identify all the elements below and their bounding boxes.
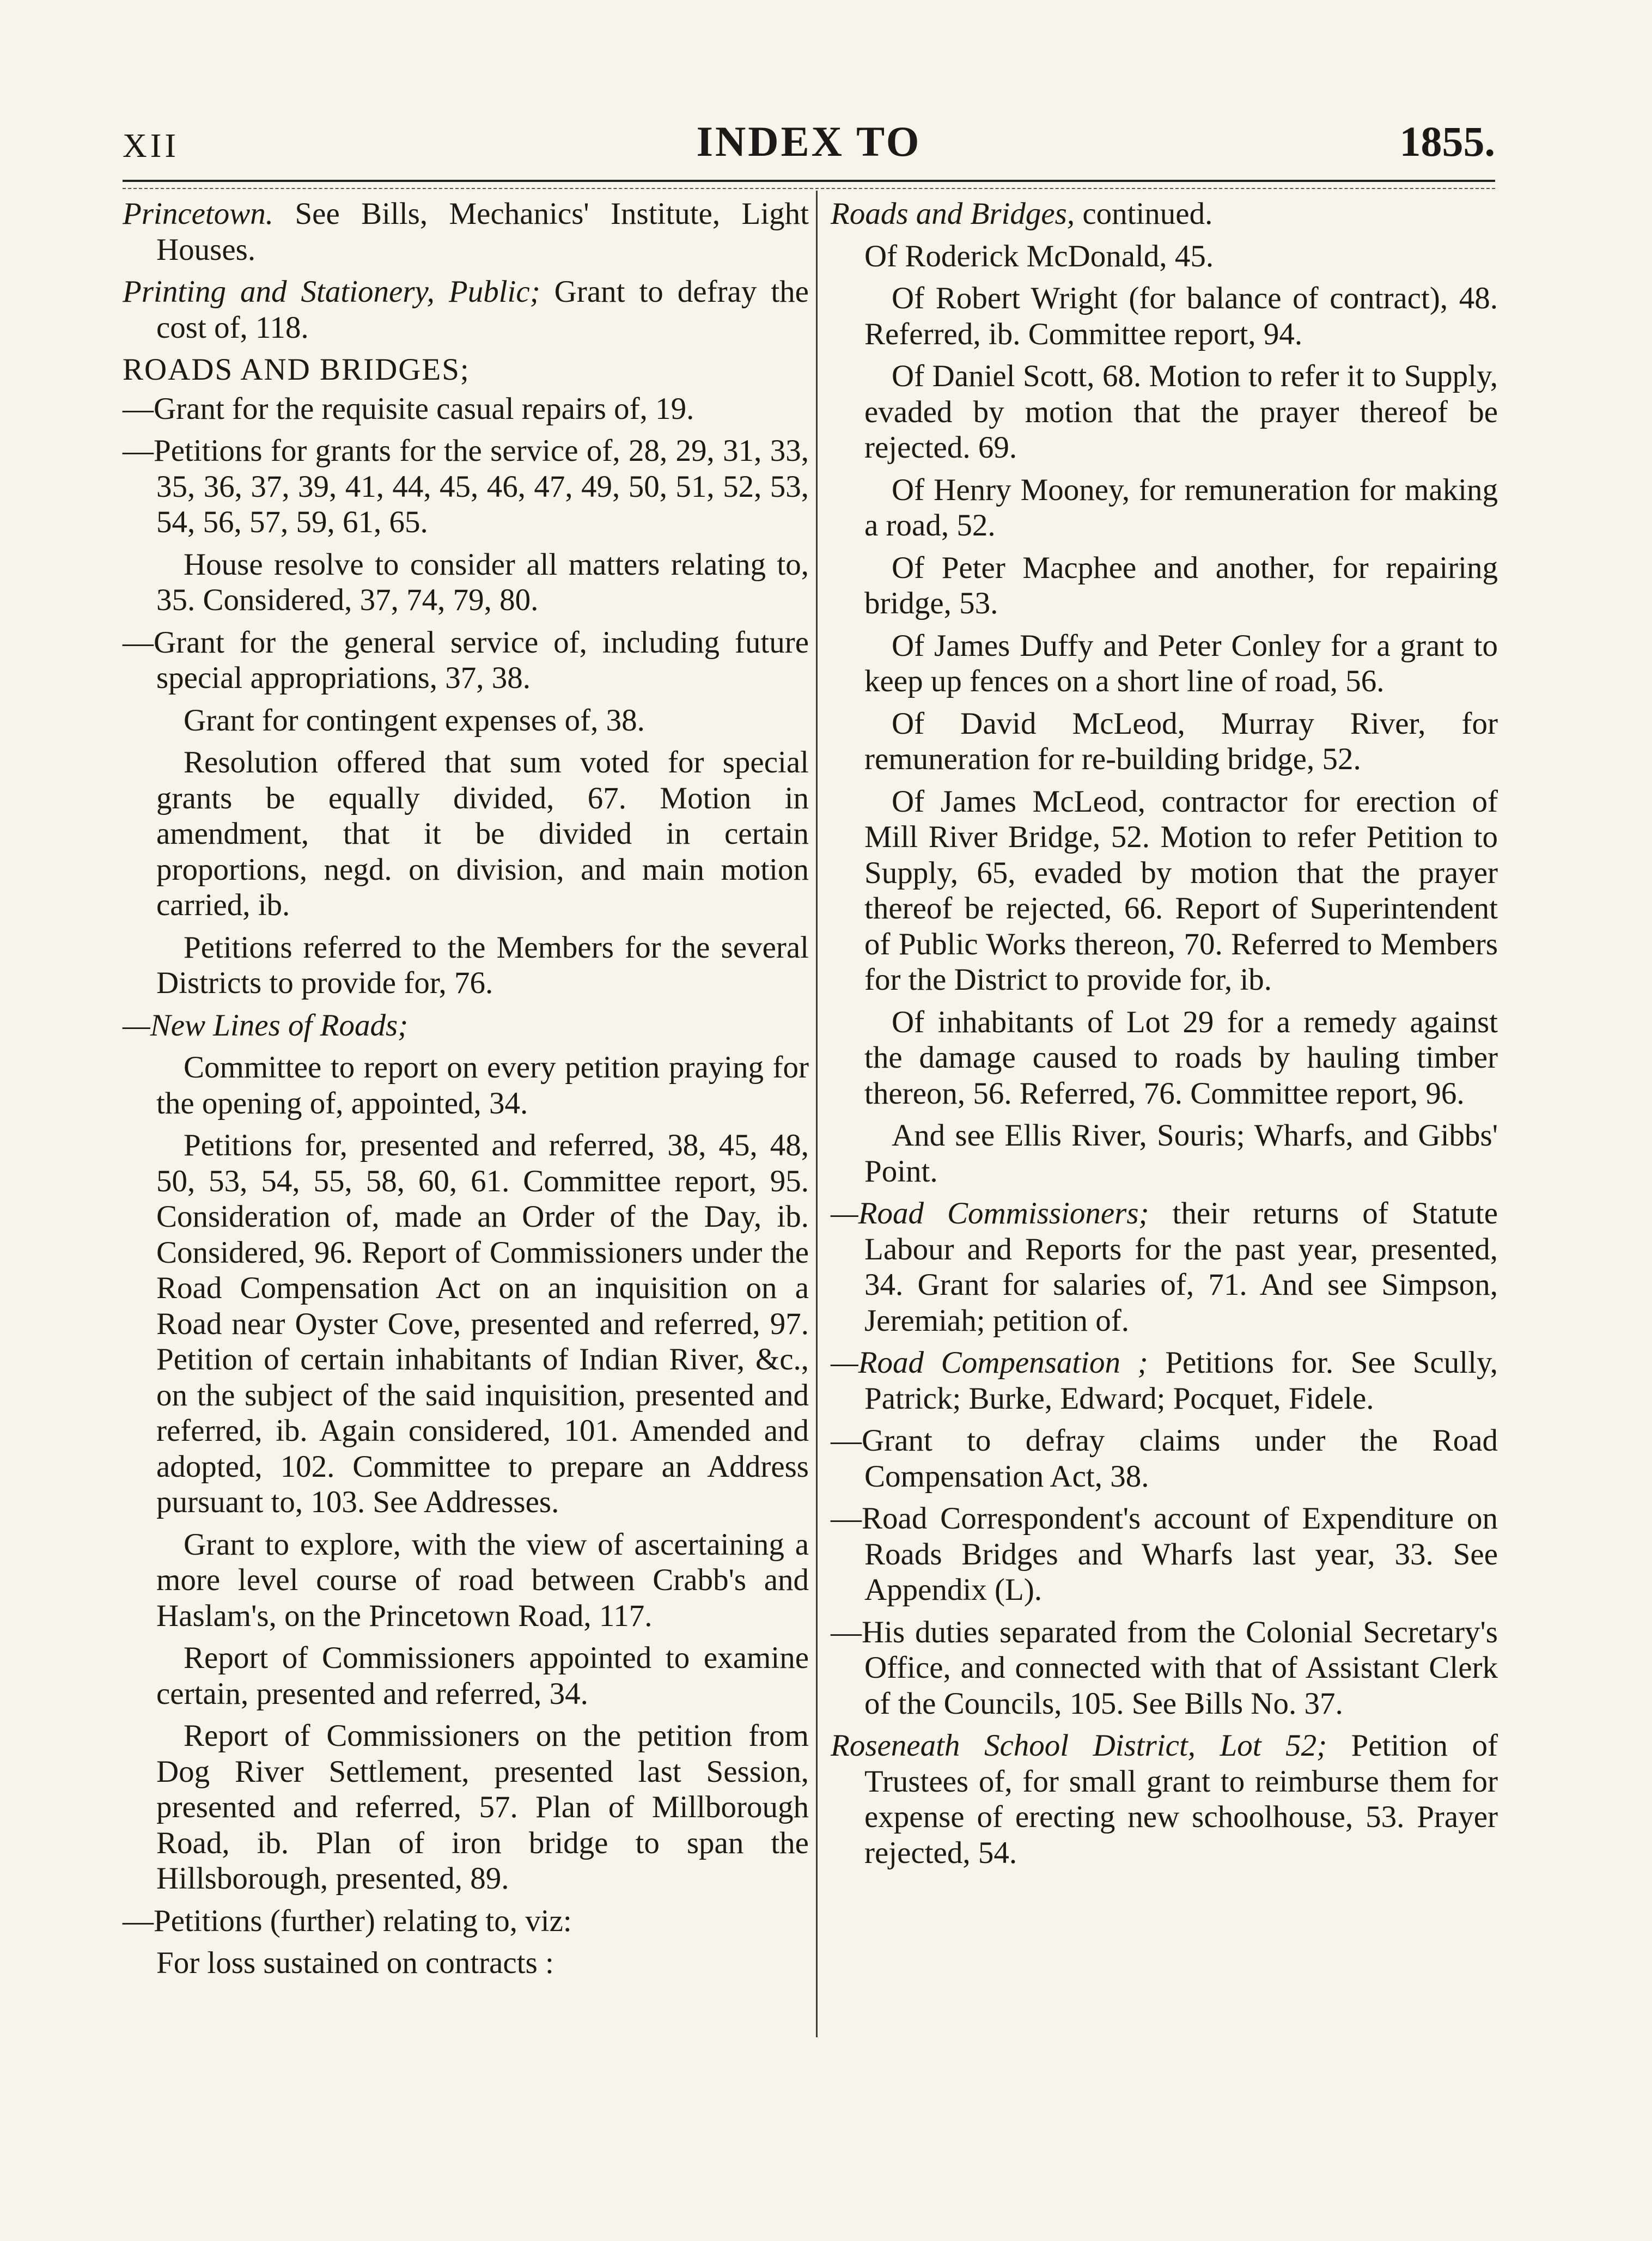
entry-text: —His duties separated from the Colonial Secretary's Office, and connected with that of Assistant Clerk of the Councils, 105. See Bills No. 37. [831,1615,1498,1721]
entry-text: Grant to defray the cost of, 118. [156,275,809,345]
page-number: XII [123,127,180,165]
index-entry [123,352,809,388]
entry-text: Grant for contingent expenses of, 38. [184,703,645,738]
index-entry [123,1008,809,1044]
index-entry [831,1615,1498,1722]
index-entry [123,1945,809,1981]
page-header [123,117,1495,182]
entry-text: Resolution offered that sum voted for special grants be equally divided, 67. Motion in amendment, that it be divided in certain proportions, negd. on division, and main motion carried, ib. [156,745,809,922]
index-entry [831,1004,1498,1112]
index-entry [831,1423,1498,1494]
index-entry [831,784,1498,998]
index-entry [123,433,809,540]
index-entry [831,550,1498,622]
entry-text: continued. [1075,197,1213,231]
entry-term: Roads and Bridges, [831,197,1075,231]
entry-text: Report of Commissioners appointed to examine certain, presented and referred, 34. [156,1641,809,1711]
index-entry [123,1640,809,1712]
entry-term: —Road Compensation ; [831,1345,1148,1380]
entry-text: —Petitions (further) relating to, viz: [123,1903,572,1938]
entry-text: Committee to report on every petition praying for the opening of, appointed, 34. [156,1050,809,1120]
index-entry [831,1501,1498,1608]
entry-text: ROADS AND BRIDGES; [123,352,470,387]
entry-text: Petitions for. See Scully, Patrick; Burke, Edward; Pocquet, Fidele. [864,1345,1498,1416]
entry-text: Of James Duffy and Peter Conley for a grant to keep up fences on a short line of road, 56. [864,628,1498,698]
entry-text: —Grant for the general service of, including future special appropriations, 37, 38. [123,625,809,695]
entry-term: —Road Commissioners; [831,1196,1149,1231]
index-entry [831,281,1498,352]
entry-text: For loss sustained on contracts : [156,1946,554,1980]
index-entry [831,1728,1498,1871]
page-title: INDEX TO [696,118,922,165]
index-entry [123,1050,809,1121]
entry-text: See Bills, Mechanics' Institute, Light Houses. [156,197,809,267]
entry-text: House resolve to consider all matters relating to, 35. Considered, 37, 74, 79, 80. [156,547,809,617]
index-entry [123,1527,809,1634]
index-entry [831,706,1498,777]
index-entry [831,628,1498,699]
left-column [123,196,809,1988]
entry-text: Of James McLeod, contractor for erection of Mill River Bridge, 52. Motion to refer Petition to Supply, 65, evaded by motion that the prayer thereof be rejected, 66. Report of Superintendent of Public Works thereon, 70. Referred to Members for the District to provide for, ib. [864,784,1498,997]
entry-term: Roseneath School District, Lot 52; [831,1728,1327,1763]
entry-term: Printing and Stationery, Public; [123,275,540,309]
entry-text: Grant to explore, with the view of ascertaining a more level course of road between Crabb's and Haslam's, on the Princetown Road, 117. [156,1527,809,1633]
index-entry [123,745,809,923]
entry-text: Report of Commissioners on the petition from Dog River Settlement, presented last Session, presented and referred, 57. Plan of Millborough Road, ib. Plan of iron bridge to span the Hillsborough, presented, 89. [156,1719,809,1896]
entry-text: Of Roderick McDonald, 45. [864,239,1214,273]
entry-text: their returns of Statute Labour and Reports for the past year, presented, 34. Grant for salaries of, 71. And see Simpson, Jeremiah; petition of. [864,1196,1498,1338]
index-entry [123,625,809,696]
header-rule-dashed [123,188,1495,189]
entry-text: Of David McLeod, Murray River, for remuneration for re-building bridge, 52. [864,706,1498,776]
index-entry [123,196,809,267]
index-entry [831,358,1498,466]
year-label: 1855. [1399,118,1495,165]
entry-text: —Grant to defray claims under the Road Compensation Act, 38. [831,1423,1498,1494]
column-divider [816,191,818,2037]
entry-text: Of Henry Mooney, for remuneration for making a road, 52. [864,472,1498,543]
entry-text: —Grant for the requisite casual repairs of, 19. [123,391,694,426]
index-entry [123,547,809,618]
index-entry [831,196,1498,232]
index-entry [123,1718,809,1897]
index-entry [123,391,809,427]
entry-term: —New Lines of Roads; [123,1008,409,1043]
index-entry [831,1345,1498,1416]
index-entry [831,1196,1498,1338]
header-rule [123,180,1495,182]
right-column [831,196,1498,1877]
entry-text: And see Ellis River, Souris; Wharfs, and Gibbs' Point. [864,1118,1498,1189]
index-entry [123,930,809,1001]
index-entry [123,274,809,345]
entry-term: Princetown. [123,197,274,231]
entry-text: Petitions referred to the Members for the several Districts to provide for, 76. [156,930,809,1000]
entry-text: Of Peter Macphee and another, for repairing bridge, 53. [864,550,1498,620]
entry-text: Of Daniel Scott, 68. Motion to refer it to Supply, evaded by motion that the prayer thereof be rejected. 69. [864,359,1498,465]
index-entry [831,1118,1498,1189]
entry-text: Of Robert Wright (for balance of contract), 48. Referred, ib. Committee report, 94. [864,281,1498,351]
index-entry [831,472,1498,544]
entry-text: Of inhabitants of Lot 29 for a remedy against the damage caused to roads by hauling timber thereon, 56. Referred, 76. Committee report, 96. [864,1004,1498,1111]
entry-text: Petitions for, presented and referred, 38, 45, 48, 50, 53, 54, 55, 58, 60, 61. Committee report, 95. Consideration of, made an Order of the Day, ib. Considered, 96. Report of Commissioners under the Road Compensation Act on an inquisition on a Road near Oyster Cove, presented and referred, 97. Petition of certain inhabitants of Indian River, &c., on the subject of the said inquisition, presented and referred, ib. Again considered, 101. Amended and adopted, 102. Committee to prepare an Address pursuant to, 103. See Addresses. [156,1128,809,1519]
index-entry [123,703,809,739]
entry-text: Petition of Trustees of, for small grant to reimburse them for expense of erecting new schoolhouse, 53. Prayer rejected, 54. [864,1728,1498,1870]
entry-text: —Petitions for grants for the service of, 28, 29, 31, 33, 35, 36, 37, 39, 41, 44, 45, 46, 47, 49, 50, 51, 52, 53, 54, 56, 57, 59, 61, 65. [123,434,809,539]
index-entry [123,1903,809,1939]
index-entry [831,239,1498,275]
entry-text: —Road Correspondent's account of Expenditure on Roads Bridges and Wharfs last year, 33. See Appendix (L). [831,1501,1498,1607]
index-entry [123,1128,809,1520]
